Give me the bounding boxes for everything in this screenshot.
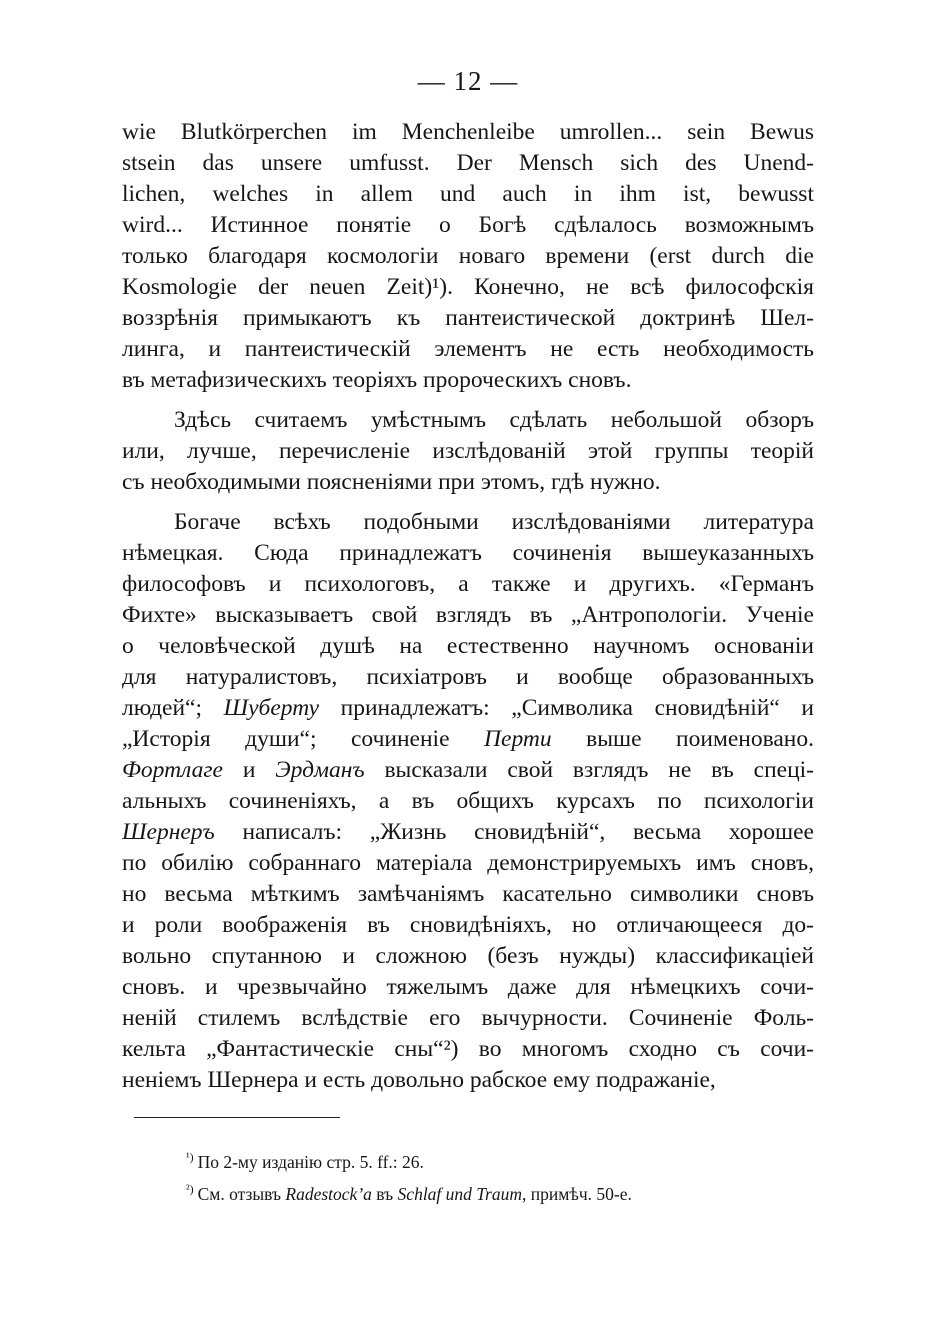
paragraph-gap: [122, 396, 814, 405]
text-line: линга, и пантеистическій элементъ не есть необходимость: [122, 336, 814, 362]
text-line: нѣмецкая. Сюда принадлежатъ сочиненія вышеуказанныхъ: [122, 540, 814, 566]
emphasis: Шуберту: [223, 695, 320, 721]
text-line: философовъ и психологовъ, а также и другихъ. «Германъ: [122, 571, 814, 597]
footnote-text: См. отзывъ Radestock’a въ Schlaf und Traum, примѣч. 50-е.: [197, 1184, 632, 1204]
footnote-mark: ¹): [186, 1150, 194, 1164]
text-line: неніемъ Шернера и есть довольно рабское ему подражаніе,: [122, 1067, 716, 1093]
text-line: альныхъ сочиненіяхъ, а въ общихъ курсахъ по психологіи: [122, 788, 814, 814]
footnote-1: [186, 1141, 826, 1173]
emphasis: Эрдманъ: [275, 757, 365, 783]
text-line: по обилію собраннаго матеріала демонстрируемыхъ имъ сновъ,: [122, 850, 814, 876]
footnote-2: [186, 1173, 826, 1205]
text-line: съ необходимыми поясненіями при этомъ, гдѣ нужно.: [122, 469, 661, 495]
text-line: о человѣческой душѣ на естественно научномъ основаніи: [122, 633, 814, 659]
text-line: stsein das unsere umfusst. Der Mensch sich des Unend-: [122, 150, 814, 176]
text-line: wie Blutkörperchen im Menchenleibe umrollen... sein Bewus: [122, 119, 814, 145]
page-number: — 12 —: [417, 66, 519, 96]
paragraph: [122, 117, 814, 396]
emphasis: Schlaf und Traum: [397, 1184, 523, 1204]
paragraph-gap: [122, 498, 814, 507]
text-line: lichen, welches in allem und auch in ihm ist, bewusst: [122, 181, 814, 207]
text-line: но весьма мѣткимъ замѣчаніямъ касательно символики сновъ: [122, 881, 814, 907]
text-line: только благодаря космологіи новаго времени (erst durch die: [122, 243, 814, 269]
text-line: вольно спутанною и сложною (безъ нужды) классификаціей: [122, 943, 814, 969]
emphasis: Перти: [484, 726, 552, 752]
text-line: кельта „Фантастическіе сны“²) во многомъ сходно съ сочи-: [122, 1036, 814, 1062]
main-text: [122, 117, 814, 1096]
emphasis: Radestock’a: [285, 1184, 372, 1204]
text-line: въ метафизическихъ теоріяхъ пророческихъ сновъ.: [122, 367, 632, 393]
text-line: сновъ. и чрезвычайно тяжелымъ даже для нѣмецкихъ сочи-: [122, 974, 814, 1000]
paragraph: [122, 405, 814, 498]
text-line: для натуралистовъ, психіатровъ и вообще образованныхъ: [122, 664, 814, 690]
text-line: Фихте» высказываетъ свой взглядъ въ „Антропологіи. Ученіе: [122, 602, 814, 628]
text-line: wird... Истинное понятіе о Богѣ сдѣлалось возможнымъ: [122, 212, 814, 238]
footnote-text: По 2-му изданію стр. 5. ff.: 26.: [197, 1152, 424, 1172]
text-line: Богаче всѣхъ подобными изслѣдованіями литература: [174, 509, 814, 535]
text-line: Фортлаге и Эрдманъ высказали свой взглядъ не въ спеці-: [122, 757, 814, 783]
emphasis: Фортлаге: [122, 757, 223, 783]
text-line: людей“; Шуберту принадлежатъ: „Символика сновидѣній“ и: [122, 695, 814, 721]
emphasis: Шернеръ: [122, 819, 215, 845]
paragraph: [122, 507, 814, 1096]
text-line: Здѣсь считаемъ умѣстнымъ сдѣлать небольшой обзоръ: [174, 407, 814, 433]
footnote-divider: [134, 1117, 340, 1118]
text-line: Kosmologie der neuen Zeit)¹). Конечно, не всѣ философскія: [122, 274, 814, 300]
footnote-mark: ²): [186, 1182, 194, 1196]
text-line: или, лучше, перечисленіе изслѣдованій этой группы теорій: [122, 438, 814, 464]
footnotes: [186, 1141, 826, 1205]
text-line: воззрѣнія примыкаютъ къ пантеистической доктринѣ Шел-: [122, 305, 814, 331]
text-line: „Исторія души“; сочиненіе Перти выше поименовано.: [122, 726, 814, 752]
text-line: и роли воображенія въ сновидѣніяхъ, но отличающееся до-: [122, 912, 814, 938]
text-line: неній стилемъ вслѣдствіе его вычурности. Сочиненіе Фоль-: [122, 1005, 814, 1031]
text-line: Шернеръ написалъ: „Жизнь сновидѣній“, весьма хорошее: [122, 819, 814, 845]
